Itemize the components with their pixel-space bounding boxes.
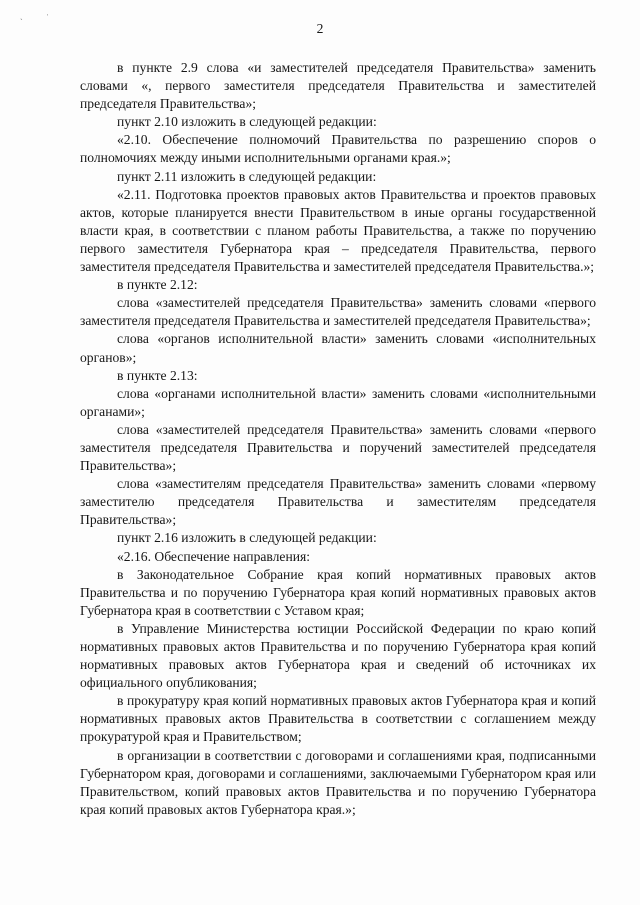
paragraph: в пункте 2.12: <box>117 277 198 293</box>
paragraph: слова «заместителей председателя Правительства» заменить словами «первого заместителя председателя Правительства и заместителей председателя Правительства»; <box>80 295 596 329</box>
paragraph: «2.16. Обеспечение направления: <box>117 548 311 564</box>
paragraph: в пункте 2.13: <box>117 367 198 383</box>
document-body <box>80 59 596 819</box>
paragraph: слова «заместителям председателя Правительства» заменить словами «первому заместителю председателя Правительства и заместителям председателя Правительства»; <box>80 476 596 528</box>
paragraph: пункт 2.10 изложить в следующей редакции: <box>117 114 377 130</box>
paragraph: слова «заместителей председателя Правительства» заменить словами «первого заместителя председателя Правительства и поручений заместителей председателя Правительства»; <box>80 421 596 474</box>
paragraph: в организации в соответствии с договорами и соглашениями края, подписанными Губернатором края, договорами и соглашениями, заключаемыми Губернатором края или Правительством, копий правовых актов Правительства и по поручению Губернатора края копий правовых актов Губернатора края.»; <box>80 747 596 817</box>
paragraph: слова «органами исполнительной власти» заменить словами «исполнительными органами»; <box>80 385 596 419</box>
paragraph: в пункте 2.9 слова «и заместителей председателя Правительства» заменить словами «, первого заместителя председателя Правительства и заместителей председателя Правительства»; <box>80 60 596 112</box>
scan-speck: ˈ <box>46 13 49 22</box>
paragraph: «2.10. Обеспечение полномочий Правительства по разрешению споров о полномочиях между иными исполнительными органами края.»; <box>80 132 596 166</box>
paragraph: в Управление Министерства юстиции Российской Федерации по краю копий нормативных правовых актов Правительства и по поручению Губернатора края копий нормативных правовых актов Губернатора края и сведений об источниках их официального опубликования; <box>80 620 596 691</box>
paragraph: пункт 2.16 изложить в следующей редакции: <box>117 530 377 546</box>
paragraph: пункт 2.11 изложить в следующей редакции: <box>117 168 377 184</box>
page-number: 2 <box>316 21 324 36</box>
paragraph: в Законодательное Собрание края копий нормативных правовых актов Правительства и по поручению Губернатора края копий нормативных правовых актов Губернатора края в соответствии с Уставом края; <box>80 566 596 618</box>
paragraph: слова «органов исполнительной власти» заменить словами «исполнительных органов»; <box>80 331 596 365</box>
paragraph: «2.11. Подготовка проектов правовых актов Правительства и проектов правовых актов, которые планируется внести Правительством в иные органы государственной власти края, в соответствии с планом работы Правительства, а также по поручению первого заместителя Губернатора края – председателя Правительства, первого заместителя председателя Правительства и заместителей председателя Правительства.»; <box>80 186 596 275</box>
scan-speck: ˎ <box>20 11 23 20</box>
paragraph: в прокуратуру края копий нормативных правовых актов Губернатора края и копий нормативных правовых актов Правительства в соответствии с соглашением между прокуратурой края и Правительством; <box>80 693 596 745</box>
